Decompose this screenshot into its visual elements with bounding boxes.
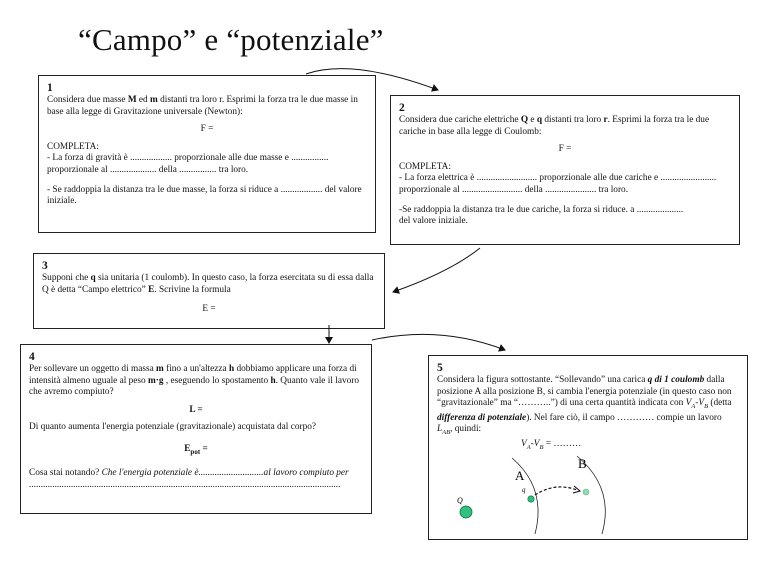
exercise-box-5 <box>428 355 748 540</box>
exercise-box-4 <box>20 344 372 514</box>
fill-line: proporzionale al .................... della ................ tra loro. <box>47 164 249 175</box>
displacement-arrow <box>535 487 577 495</box>
label-b: B <box>578 456 587 471</box>
equation: $V_A-V_B$ = ……… <box>521 438 582 451</box>
source-charge <box>460 506 472 518</box>
fill-line: ...................................................................................................................................... <box>29 480 341 491</box>
completa-label: COMPLETA: <box>47 141 99 152</box>
question: Di quanto aumenta l'energia potenziale (gravitazionale) acquistata dal corpo? <box>29 422 316 433</box>
fill-line: - La forza elettrica è .......................... proporzionale alle due cariche e ........................ <box>399 173 717 184</box>
formula-l: L = <box>189 404 203 415</box>
fill-line: del valore iniziale. <box>399 216 468 227</box>
page-title: “Campo” e “potenziale” <box>78 22 384 57</box>
exercise-prompt: Considera due masse M ed m distanti tra loro r. Esprimi la forza tra le due masse in base alla legge di Gravitazione universale (Newton): <box>47 95 358 117</box>
exercise-prompt: Supponi che q sia unitaria (1 coulomb). In questo caso, la forza esercitata su di essa dalla Q è detta “Campo elettrico” E. Scrivine la formula <box>42 273 374 295</box>
equipotential-figure <box>437 448 741 538</box>
formula-e: E = <box>202 304 216 315</box>
fill-line: -Se raddoppia la distanza tra le due cariche, la forza si riduce. a .................... <box>399 204 684 215</box>
exercise-number: 1 <box>47 82 53 94</box>
fill-line: - La forza di gravità è .................. proporzionale alle due masse e ................ <box>47 153 329 164</box>
question: Cosa stai notando? Che l'energia potenziale è............................al lavoro compiuto per <box>29 468 349 479</box>
formula-f: F = <box>558 144 572 155</box>
formula-epot: $E_{pot}$ = <box>184 443 208 456</box>
label-q-small: q <box>522 486 526 494</box>
exercise-number: 5 <box>437 362 443 374</box>
exercise-box-3 <box>33 253 385 329</box>
fill-line: proporzionale al .......................... della ...................... tra loro. <box>399 184 629 195</box>
label-a: A <box>515 468 525 483</box>
exercise-prompt: Considera due cariche elettriche Q e q distanti tra loro r. Esprimi la forza tra le due cariche in base alla legge di Coulomb: <box>399 115 710 137</box>
fill-line: - Se raddoppia la distanza tra le due masse, la forza si riduce a .................. del valore iniziale. <box>47 184 362 207</box>
exercise-prompt: Per sollevare un oggetto di massa m fino a un'altezza h dobbiamo applicare una forza di intensità almeno uguale al peso m·g , eseguendo lo spostamento h. Quanto vale il lavoro che avremo compiuto? <box>29 364 359 398</box>
test-charge-b <box>583 489 589 495</box>
exercise-box-2 <box>390 95 740 245</box>
exercise-box-1 <box>38 75 376 233</box>
exercise-number: 2 <box>399 102 405 114</box>
exercise-number: 3 <box>42 260 48 272</box>
arrow-2-to-3 <box>393 248 480 292</box>
test-charge-a <box>528 496 534 502</box>
arrow-4-to-5 <box>372 334 505 350</box>
formula-f: F = <box>200 124 214 135</box>
exercise-number: 4 <box>29 351 35 363</box>
completa-label: COMPLETA: <box>399 161 451 172</box>
exercise-prompt: Considera la figura sottostante. “Sollevando” una carica q di 1 coulomb dalla posizione A alla posizione B, si cambia l'energia potenziale (in questo caso non “gravitazionale” ma “………..”) di una certa quantità indicata con $V_A-V_B$ (detta differenza di potenziale). Nel fare ciò, il campo ………… compie un lavoro $L_{AB}$, quindi: <box>437 375 732 437</box>
label-q-big: Q <box>457 496 463 505</box>
